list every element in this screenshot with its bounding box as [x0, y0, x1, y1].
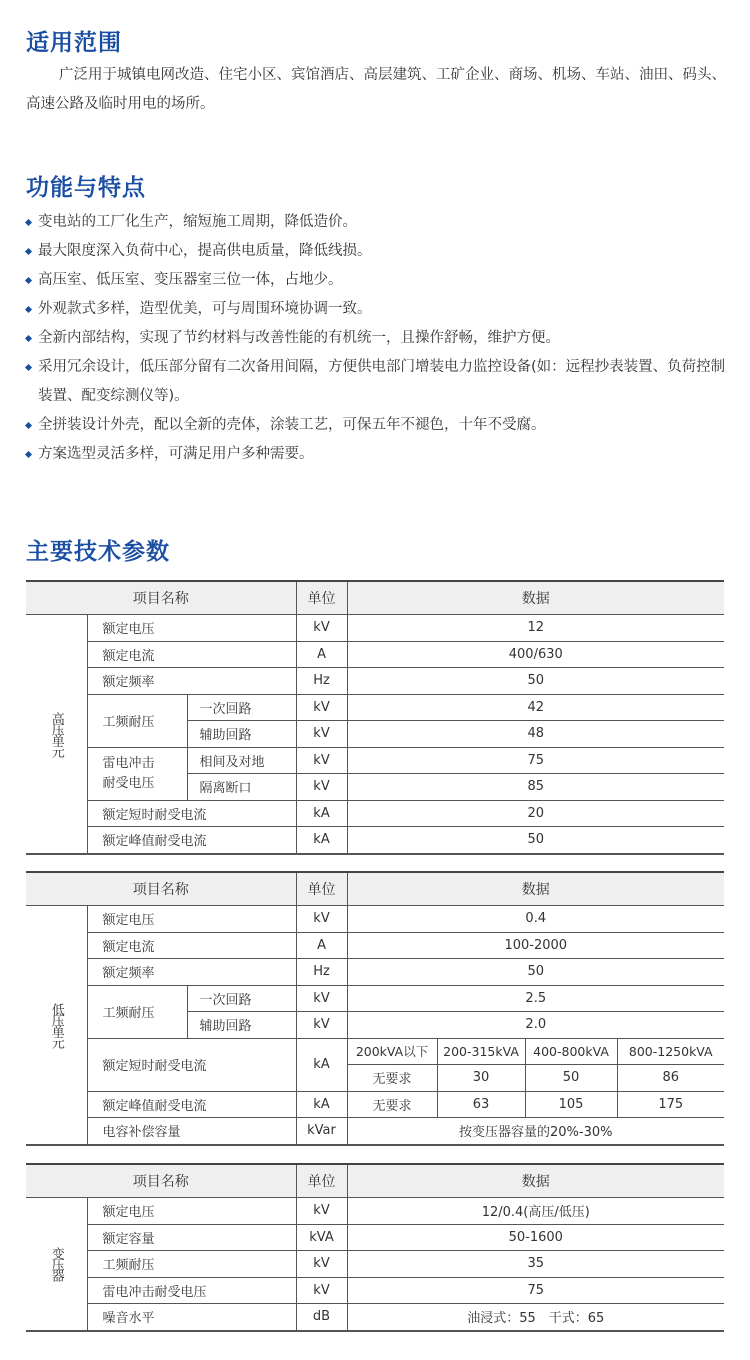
row-subname: 辅助回路 — [187, 1012, 296, 1039]
row-value: 63 — [437, 1091, 525, 1118]
diamond-bullet-icon — [25, 364, 32, 371]
row-value: 50 — [347, 827, 724, 854]
row-name: 额定峰值耐受电流 — [87, 827, 296, 854]
row-value: 无要求 — [347, 1091, 437, 1118]
table-header-row — [26, 872, 724, 906]
table-row — [26, 959, 724, 986]
feature-item — [26, 266, 736, 295]
row-unit: kVA — [296, 1224, 347, 1251]
feature-item — [26, 295, 736, 324]
scope-text: 广泛用于城镇电网改造、住宅小区、宾馆酒店、高层建筑、工矿企业、商场、机场、车站、油田、码头、高速公路及临时用电的场所。 — [26, 67, 726, 112]
row-unit: kVar — [296, 1118, 347, 1145]
row-value: 50-1600 — [347, 1224, 724, 1251]
row-unit: kV — [296, 1277, 347, 1304]
table-row — [26, 747, 724, 774]
row-name: 工频耐压 — [87, 1251, 296, 1278]
row-subname: 相间及对地 — [187, 747, 296, 774]
row-unit: kA — [296, 827, 347, 854]
header-data: 数据 — [347, 581, 724, 615]
capacity-range: 200kVA以下 — [347, 1038, 437, 1065]
row-subname: 隔离断口 — [187, 774, 296, 801]
row-name: 额定电压 — [87, 615, 296, 642]
diamond-bullet-icon — [25, 306, 32, 313]
row-unit: kA — [296, 800, 347, 827]
table-row — [26, 932, 724, 959]
feature-text: 高压室、低压室、变压器室三位一体，占地少。 — [38, 272, 343, 288]
header-unit: 单位 — [296, 1164, 347, 1198]
row-unit: kV — [296, 985, 347, 1012]
row-name: 额定电压 — [87, 906, 296, 933]
feature-text: 全拼装设计外壳，配以全新的壳体，涂装工艺，可保五年不褪色，十年不受腐。 — [38, 417, 546, 433]
table-row — [26, 800, 724, 827]
group-label: 高压单元 — [26, 615, 87, 854]
row-unit: kV — [296, 694, 347, 721]
high-voltage-table — [26, 580, 724, 855]
row-unit: kV — [296, 1251, 347, 1278]
row-unit: A — [296, 641, 347, 668]
header-data: 数据 — [347, 872, 724, 906]
table-row — [26, 1304, 724, 1331]
table-row — [26, 985, 724, 1012]
header-unit: 单位 — [296, 872, 347, 906]
feature-item — [26, 208, 736, 237]
row-name: 额定电压 — [87, 1198, 296, 1225]
feature-text: 最大限度深入负荷中心，提高供电质量，降低线损。 — [38, 243, 372, 259]
row-name-line: 耐受电压 — [102, 775, 155, 791]
scope-paragraph — [26, 61, 726, 119]
group-label: 变压器 — [26, 1198, 87, 1331]
features-list — [26, 208, 736, 469]
feature-text: 全新内部结构，实现了节约材料与改善性能的有机统一，且操作舒畅，维护方便。 — [38, 330, 560, 346]
table-row — [26, 827, 724, 854]
feature-text: 方案选型灵活多样，可满足用户多种需要。 — [38, 446, 314, 462]
header-data: 数据 — [347, 1164, 724, 1198]
feature-item — [26, 411, 736, 440]
diamond-bullet-icon — [25, 248, 32, 255]
header-name: 项目名称 — [26, 872, 296, 906]
row-name: 额定峰值耐受电流 — [87, 1091, 296, 1118]
diamond-bullet-icon — [25, 451, 32, 458]
diamond-bullet-icon — [25, 277, 32, 284]
row-unit: kV — [296, 747, 347, 774]
table-row — [26, 668, 724, 695]
row-value: 油浸式：55 干式：65 — [347, 1304, 724, 1331]
table-header-row — [26, 1164, 724, 1198]
row-name: 额定电流 — [87, 641, 296, 668]
row-value: 86 — [617, 1065, 724, 1092]
row-name: 工频耐压 — [87, 985, 187, 1038]
row-name: 额定频率 — [87, 668, 296, 695]
row-value: 75 — [347, 747, 724, 774]
low-voltage-table — [26, 871, 724, 1146]
row-name: 额定电流 — [87, 932, 296, 959]
feature-text: 采用冗余设计，低压部分留有二次备用间隔，方便供电部门增装电力监控设备(如：远程抄表装置、负荷控制装置、配变综测仪等)。 — [38, 359, 726, 404]
scope-heading: 适用范围 — [26, 30, 122, 56]
feature-item — [26, 237, 736, 266]
row-value: 2.0 — [347, 1012, 724, 1039]
feature-item — [26, 440, 736, 469]
table-row — [26, 1198, 724, 1225]
group-label: 低压单元 — [26, 906, 87, 1145]
row-unit: kV — [296, 1012, 347, 1039]
table-header-row — [26, 581, 724, 615]
row-unit: kV — [296, 1198, 347, 1225]
row-unit: kA — [296, 1038, 347, 1091]
row-value: 50 — [525, 1065, 617, 1092]
diamond-bullet-icon — [25, 422, 32, 429]
row-value: 175 — [617, 1091, 724, 1118]
row-value: 12 — [347, 615, 724, 642]
row-unit: dB — [296, 1304, 347, 1331]
row-value: 按变压器容量的20%-30% — [347, 1118, 724, 1145]
row-value: 105 — [525, 1091, 617, 1118]
header-name: 项目名称 — [26, 581, 296, 615]
row-unit: A — [296, 932, 347, 959]
row-unit: Hz — [296, 668, 347, 695]
params-heading: 主要技术参数 — [26, 539, 170, 565]
row-unit: Hz — [296, 959, 347, 986]
row-value: 42 — [347, 694, 724, 721]
table-row — [26, 906, 724, 933]
feature-text: 外观款式多样，造型优美，可与周围环境协调一致。 — [38, 301, 372, 317]
header-unit: 单位 — [296, 581, 347, 615]
row-value: 50 — [347, 668, 724, 695]
row-value: 30 — [437, 1065, 525, 1092]
row-name: 雷电冲击耐受电压 — [87, 1277, 296, 1304]
row-value: 85 — [347, 774, 724, 801]
row-name: 电容补偿容量 — [87, 1118, 296, 1145]
table-row — [26, 1224, 724, 1251]
row-value: 48 — [347, 721, 724, 748]
row-value: 无要求 — [347, 1065, 437, 1092]
row-name-line: 雷电冲击 — [102, 755, 155, 771]
table-row — [26, 1091, 724, 1118]
row-subname: 一次回路 — [187, 694, 296, 721]
row-name: 噪音水平 — [87, 1304, 296, 1331]
features-heading: 功能与特点 — [26, 175, 146, 201]
diamond-bullet-icon — [25, 335, 32, 342]
table-row — [26, 1277, 724, 1304]
feature-item — [26, 324, 736, 353]
row-value: 50 — [347, 959, 724, 986]
feature-text: 变电站的工厂化生产，缩短施工周期，降低造价。 — [38, 214, 357, 230]
row-value: 400/630 — [347, 641, 724, 668]
row-unit: kV — [296, 906, 347, 933]
transformer-table — [26, 1163, 724, 1332]
row-value: 2.5 — [347, 985, 724, 1012]
diamond-bullet-icon — [25, 219, 32, 226]
row-value: 12/0.4(高压/低压) — [347, 1198, 724, 1225]
row-name: 额定容量 — [87, 1224, 296, 1251]
row-unit: kV — [296, 615, 347, 642]
row-value: 20 — [347, 800, 724, 827]
table-row — [26, 1251, 724, 1278]
row-value: 100-2000 — [347, 932, 724, 959]
capacity-range: 400-800kVA — [525, 1038, 617, 1065]
header-name: 项目名称 — [26, 1164, 296, 1198]
row-name: 额定频率 — [87, 959, 296, 986]
table-row — [26, 694, 724, 721]
table-row — [26, 1038, 724, 1065]
row-subname: 辅助回路 — [187, 721, 296, 748]
row-unit: kV — [296, 721, 347, 748]
row-name: 工频耐压 — [87, 694, 187, 747]
row-name: 额定短时耐受电流 — [87, 800, 296, 827]
table-row — [26, 1118, 724, 1145]
table-row — [26, 615, 724, 642]
capacity-range: 200-315kVA — [437, 1038, 525, 1065]
row-name — [87, 747, 187, 800]
row-unit: kV — [296, 774, 347, 801]
row-value: 35 — [347, 1251, 724, 1278]
row-unit: kA — [296, 1091, 347, 1118]
feature-item — [26, 353, 736, 411]
row-value: 75 — [347, 1277, 724, 1304]
row-name: 额定短时耐受电流 — [87, 1038, 296, 1091]
row-value: 0.4 — [347, 906, 724, 933]
row-subname: 一次回路 — [187, 985, 296, 1012]
table-row — [26, 641, 724, 668]
capacity-range: 800-1250kVA — [617, 1038, 724, 1065]
